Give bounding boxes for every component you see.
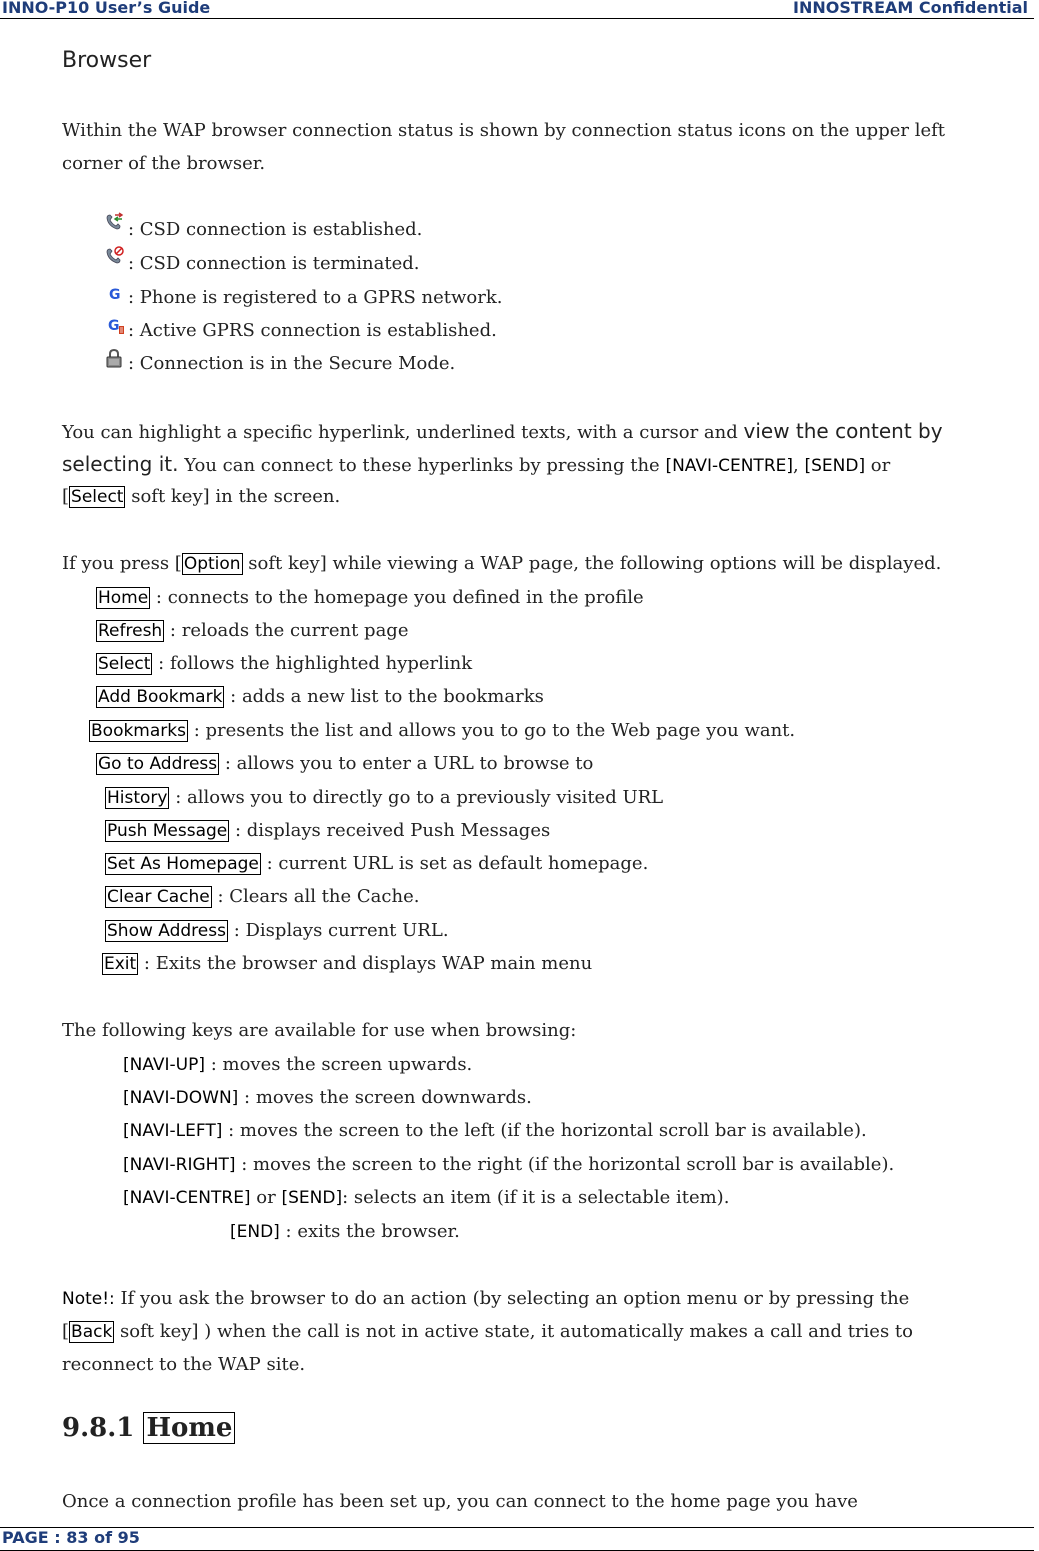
icon-desc-secure: : Connection is in the Secure Mode. <box>128 353 456 374</box>
option-label: Show Address <box>107 921 226 941</box>
gprs-registered-icon <box>106 284 126 304</box>
key-desc: : moves the screen downwards. <box>238 1087 532 1108</box>
options-intro-a: If you press [ <box>62 553 182 574</box>
or-text: or <box>865 455 891 476</box>
key-desc: : moves the screen to the right (if the horizontal scroll bar is available). <box>235 1154 895 1175</box>
bracket: [ <box>62 486 70 507</box>
key-item-navi-centre <box>123 1186 729 1210</box>
option-softkey-label: Option <box>183 554 241 574</box>
or-text: or <box>250 1187 282 1208</box>
option-label: Home <box>98 588 149 608</box>
option-desc: : reloads the current page <box>164 620 409 641</box>
note-line-2 <box>62 1320 913 1344</box>
note-label: Note!: <box>62 1289 115 1309</box>
svg-text:G: G <box>108 318 120 334</box>
section-heading <box>62 1413 235 1443</box>
option-item-go-to-address <box>96 752 593 776</box>
page-header <box>0 0 1034 19</box>
page-number: PAGE : 83 of 95 <box>2 1528 140 1547</box>
icon-desc-csd-connected: : CSD connection is established. <box>128 219 423 240</box>
key-item-navi-up <box>123 1053 472 1077</box>
key-label: [NAVI-LEFT] <box>123 1121 223 1141</box>
icon-desc-gprs-registered: : Phone is registered to a GPRS network. <box>128 287 503 308</box>
option-desc: : Clears all the Cache. <box>211 886 420 907</box>
icon-desc-gprs-active: : Active GPRS connection is established. <box>128 320 497 341</box>
option-item-set-as-homepage <box>105 852 648 876</box>
option-label: Bookmarks <box>91 721 186 741</box>
option-label: Select <box>98 654 151 674</box>
key-label: [NAVI-UP] <box>123 1055 205 1075</box>
option-label: Refresh <box>98 621 163 641</box>
key-item-navi-down <box>123 1086 532 1110</box>
hyperlink-para-line-1 <box>62 419 943 445</box>
key-item-end <box>230 1220 460 1244</box>
option-desc: : presents the list and allows you to go to the Web page you want. <box>187 720 796 741</box>
option-item-bookmarks <box>89 719 795 743</box>
option-desc: : connects to the homepage you defined in the profile <box>150 587 644 608</box>
hyperlink-text-3: soft key] in the screen. <box>125 486 341 507</box>
option-desc: : displays received Push Messages <box>229 820 551 841</box>
option-item-exit <box>102 952 592 976</box>
select-softkey-label: Select <box>71 487 124 507</box>
key-desc: : moves the screen to the left (if the horizontal scroll bar is available). <box>222 1120 867 1141</box>
section-number: 9.8.1 <box>62 1413 144 1443</box>
hyperlink-emphasis: view the content by <box>743 419 943 443</box>
option-label: Exit <box>104 954 137 974</box>
options-intro <box>62 552 941 576</box>
option-item-home <box>96 586 644 610</box>
hyperlink-text: You can highlight a specific hyperlink, underlined texts, with a cursor and <box>62 422 744 443</box>
note-line-3: reconnect to the WAP site. <box>62 1354 306 1375</box>
option-label: Push Message <box>107 821 228 841</box>
comma: , <box>793 455 805 476</box>
gprs-active-icon <box>106 316 126 336</box>
option-desc: : adds a new list to the bookmarks <box>224 686 544 707</box>
key-navi-centre: [NAVI-CENTRE] <box>665 456 794 476</box>
option-desc: : allows you to enter a URL to browse to <box>219 753 594 774</box>
key-send: [SEND] <box>804 456 866 476</box>
hyperlink-emphasis-2: selecting it. <box>62 452 179 476</box>
intro-line-2: corner of the browser. <box>62 153 266 174</box>
option-item-refresh <box>96 619 409 643</box>
note-line-1 <box>62 1287 909 1311</box>
option-item-clear-cache <box>105 885 419 909</box>
option-label: Clear Cache <box>107 887 210 907</box>
option-desc: : Exits the browser and displays WAP main menu <box>138 953 593 974</box>
note-text: soft key] ) when the call is not in active state, it automatically makes a call and tries to <box>114 1321 913 1342</box>
key-desc: : exits the browser. <box>279 1221 460 1242</box>
key-item-navi-right <box>123 1153 894 1177</box>
option-desc: : allows you to directly go to a previously visited URL <box>169 787 664 808</box>
svg-text:G: G <box>109 287 121 303</box>
option-label: Add Bookmark <box>98 687 223 707</box>
key-label: [NAVI-DOWN] <box>123 1088 239 1108</box>
hyperlink-para-line-3 <box>62 485 340 509</box>
option-desc: : follows the highlighted hyperlink <box>152 653 473 674</box>
key-desc: : moves the screen upwards. <box>205 1054 473 1075</box>
header-doc-title: INNO-P10 User’s Guide <box>2 0 211 17</box>
icon-desc-csd-terminated: : CSD connection is terminated. <box>128 253 420 274</box>
last-line: Once a connection profile has been set up, you can connect to the home page you have <box>62 1491 858 1512</box>
keys-intro: The following keys are available for use when browsing: <box>62 1020 577 1041</box>
note-text: If you ask the browser to do an action (by selecting an option menu or by pressing the <box>114 1288 910 1309</box>
options-intro-b: soft key] while viewing a WAP page, the following options will be displayed. <box>242 553 942 574</box>
bracket: [ <box>62 1321 70 1342</box>
csd-terminated-icon <box>104 246 124 266</box>
intro-line-1: Within the WAP browser connection status is shown by connection status icons on the upper left <box>62 120 946 141</box>
hyperlink-para-line-2 <box>62 452 890 478</box>
option-item-history <box>105 786 663 810</box>
option-label: Go to Address <box>98 754 218 774</box>
section-title: Home <box>143 1412 235 1444</box>
page-footer <box>0 1527 1034 1551</box>
key-desc: : selects an item (if it is a selectable item). <box>342 1187 730 1208</box>
option-desc: : current URL is set as default homepage. <box>260 853 649 874</box>
option-item-add-bookmark <box>96 685 544 709</box>
hyperlink-text-2: You can connect to these hyperlinks by pressing the <box>178 455 666 476</box>
back-softkey-label: Back <box>71 1322 113 1342</box>
option-item-push-message <box>105 819 550 843</box>
key-label: [NAVI-CENTRE] <box>123 1188 251 1208</box>
option-desc: : Displays current URL. <box>227 920 449 941</box>
key-item-navi-left <box>123 1119 867 1143</box>
option-label: History <box>107 788 168 808</box>
csd-connected-icon <box>104 212 124 232</box>
key-label: [NAVI-RIGHT] <box>123 1155 236 1175</box>
page-title: Browser <box>62 48 152 73</box>
option-label: Set As Homepage <box>107 854 259 874</box>
option-item-select <box>96 652 472 676</box>
key-label: [SEND] <box>281 1188 343 1208</box>
option-item-show-address <box>105 919 449 943</box>
lock-icon <box>104 348 124 368</box>
key-label: [END] <box>230 1222 280 1242</box>
header-confidential: INNOSTREAM Confidential <box>793 0 1028 17</box>
